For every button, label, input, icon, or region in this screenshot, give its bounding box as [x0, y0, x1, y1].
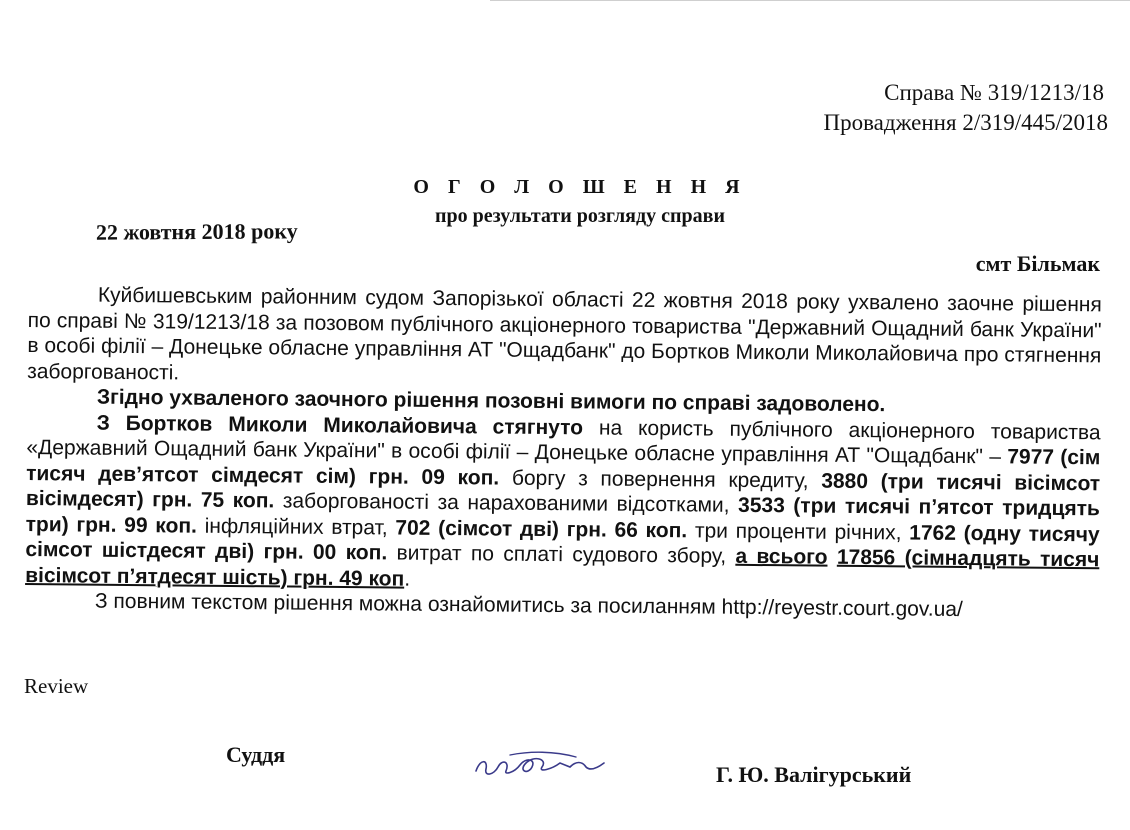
paragraph-decision: Куйбишевським районним судом Запорізької області 22 жовтня 2018 року ухвалено заочне рішення по справі № 319/1213/18 за позовом публічного акціонерного товариства "Державний Ощадний банк України" в особі філії – Донецьке обласне управління АТ "Ощадбанк" до Бортков Миколи Миколайовича про стягнення заборгованості. [27, 283, 1102, 384]
proceeding-number: Провадження 2/319/445/2018 [823, 110, 1108, 135]
announcement-body [25, 282, 1102, 624]
amount-loan-debt: 7977 (сім тисяч дев’ятсот сімдесят сім) грн. 09 коп. [26, 445, 1101, 490]
judge-name: Г. Ю. Валігурський [716, 762, 912, 787]
amount-court-fee: 1762 (одну тисячу сімсот шістдесят дві) грн. 00 коп. [25, 520, 1100, 565]
document-date: 22 жовтня 2018 року [95, 218, 298, 245]
claims-satisfied-text: Згідно ухваленого заочного рішення позовні вимоги по справі задоволено. [96, 385, 886, 417]
court-fee-label: витрат по сплаті судового збору, [387, 541, 736, 568]
document-title: О Г О Л О Ш Е Н Н Я [413, 176, 747, 198]
case-number: Справа № 319/1213/18 [884, 80, 1104, 105]
judge-signature [470, 745, 610, 785]
recovered-from: З Бортков Миколи Миколайовича стягнуто [96, 411, 584, 439]
document-place: смт Більмак [975, 251, 1100, 276]
annual-percent-label: три проценти річних, [687, 518, 910, 544]
total-period: . [404, 567, 411, 591]
amount-inflation-losses: 3533 (три тисячі п’ятсот тридцять три) грн. 99 коп. [25, 493, 1100, 538]
paragraph-full-text-link: З повним текстом рішення можна ознайомитись за посиланням http://reyestr.court.gov.ua/ [94, 589, 963, 621]
amount-total: 17856 (сімнадцять тисяч вісімсот п’ятдесят шість) грн. 49 коп [25, 545, 1100, 591]
amount-interest-debt: 3880 (три тисячі вісімсот вісімдесят) грн. 75 коп. [25, 469, 1101, 513]
review-note: Review [24, 674, 89, 698]
amount-annual-percent: 702 (сімсот дві) грн. 66 коп. [395, 516, 688, 542]
inflation-losses-label: інфляційних втрат, [196, 514, 396, 540]
recovery-beneficiary: на користь публічного акціонерного товариства «Державний Ощадний банк України" в особі філії – Донецьке обласне управління АТ "Ощадбанк" – [26, 415, 1101, 469]
scan-edge-line [490, 0, 1130, 1]
paragraph-recovery [25, 409, 1101, 598]
judge-label: Суддя [226, 742, 286, 767]
document-subtitle: про результати розгляду справи [435, 205, 725, 227]
loan-debt-label: боргу з повернення кредиту, [499, 466, 822, 493]
interest-debt-label: заборгованості за нарахованими відсотками, [274, 489, 739, 517]
total-label: а всього [735, 544, 828, 569]
